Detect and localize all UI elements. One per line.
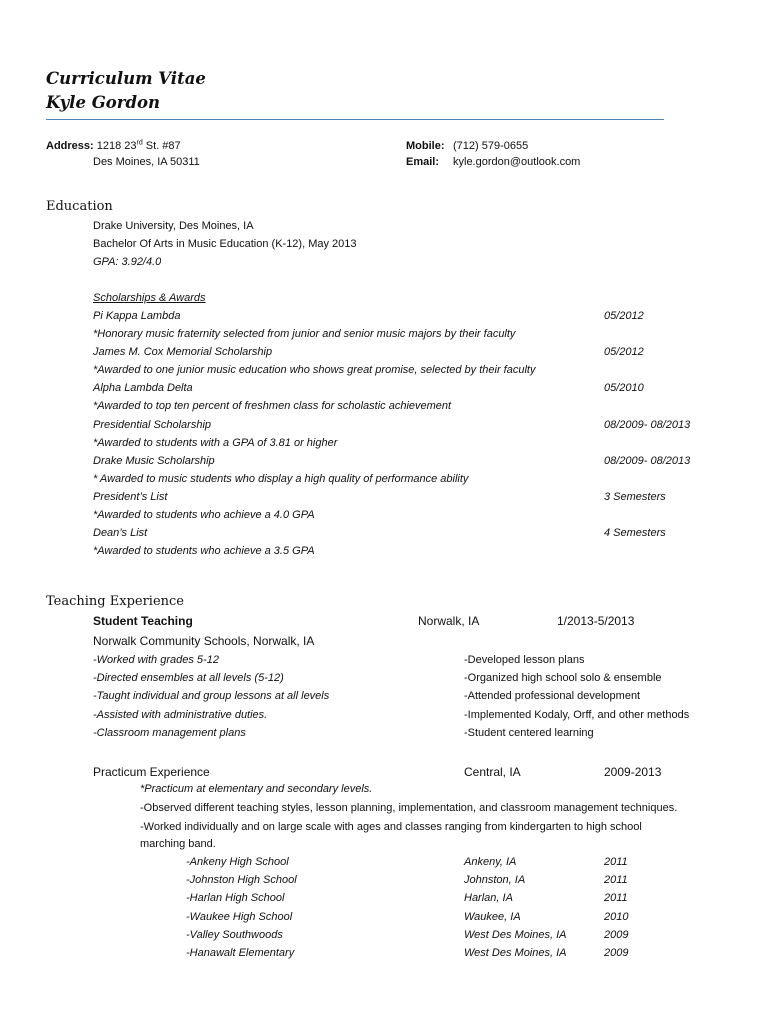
award-description: * Awarded to music students who display a high quality of performance ability bbox=[93, 472, 469, 485]
mobile-value: (712) 579-0655 bbox=[453, 140, 529, 152]
practicum-dates: 2009-2013 bbox=[604, 765, 662, 779]
award-description: *Awarded to students with a GPA of 3.81 or higher bbox=[93, 436, 338, 449]
school-year: 2011 bbox=[604, 874, 628, 887]
student-teaching-org: Norwalk Community Schools, Norwalk, IA bbox=[93, 634, 315, 648]
duty-item: -Developed lesson plans bbox=[464, 654, 585, 666]
school-name: -Harlan High School bbox=[186, 892, 285, 905]
school-city: Johnston, IA bbox=[464, 874, 526, 887]
student-teaching-title: Student Teaching bbox=[93, 614, 193, 628]
document-title: Curriculum Vitae bbox=[46, 69, 206, 88]
student-teaching-location: Norwalk, IA bbox=[418, 614, 480, 628]
practicum-note: *Practicum at elementary and secondary levels. bbox=[140, 783, 373, 795]
award-date: 08/2009- 08/2013 bbox=[604, 418, 691, 431]
duty-item: -Directed ensembles at all levels (5-12) bbox=[93, 672, 284, 685]
address-line-2: Des Moines, IA 50311 bbox=[93, 156, 200, 168]
address-label: Address: bbox=[46, 140, 94, 152]
award-date: 3 Semesters bbox=[604, 491, 666, 503]
mobile-label: Mobile: bbox=[406, 140, 445, 152]
duty-item: -Implemented Kodaly, Orff, and other methods bbox=[464, 708, 690, 721]
award-name: Drake Music Scholarship bbox=[93, 454, 215, 467]
award-date: 05/2012 bbox=[604, 310, 644, 322]
duty-item: -Student centered learning bbox=[464, 726, 594, 739]
school-year: 2009 bbox=[604, 928, 629, 941]
award-description: *Awarded to students who achieve a 3.5 GPA bbox=[93, 545, 315, 558]
address-street: 1218 23rd St. #87 bbox=[96, 139, 181, 152]
award-description: *Awarded to students who achieve a 4.0 GPA bbox=[93, 509, 315, 521]
school-name: -Valley Southwoods bbox=[186, 928, 283, 941]
school-name: -Ankeny High School bbox=[186, 856, 289, 868]
school-name: -Hanawalt Elementary bbox=[186, 947, 295, 959]
address-line-1 bbox=[46, 140, 181, 152]
school-year: 2011 bbox=[604, 856, 628, 868]
email-label: Email: bbox=[406, 156, 440, 168]
award-description: *Awarded to one junior music education who shows great promise, selected by their faculty bbox=[93, 364, 536, 377]
education-heading: Education bbox=[46, 199, 113, 214]
school-city: Ankeny, IA bbox=[464, 856, 517, 868]
practicum-line-2: -Worked individually and on large scale with ages and classes ranging from kindergarten to high school bbox=[140, 821, 642, 833]
duty-item: -Classroom management plans bbox=[93, 726, 246, 739]
awards-heading: Scholarships & Awards bbox=[93, 292, 206, 304]
award-date: 05/2010 bbox=[604, 382, 644, 395]
practicum-location: Central, IA bbox=[464, 765, 521, 779]
education-school: Drake University, Des Moines, IA bbox=[93, 220, 254, 232]
teaching-heading: Teaching Experience bbox=[46, 594, 184, 609]
duty-item: -Attended professional development bbox=[464, 690, 641, 703]
school-city: Harlan, IA bbox=[464, 892, 513, 905]
school-city: West Des Moines, IA bbox=[464, 947, 567, 959]
practicum-title: Practicum Experience bbox=[93, 765, 210, 779]
award-date: 4 Semesters bbox=[604, 527, 666, 540]
award-name: President’s List bbox=[93, 491, 168, 503]
duty-item: -Worked with grades 5-12 bbox=[93, 654, 219, 666]
award-name: Pi Kappa Lambda bbox=[93, 310, 181, 322]
award-name: Dean’s List bbox=[93, 527, 148, 540]
award-description: *Awarded to top ten percent of freshmen class for scholastic achievement bbox=[93, 400, 452, 413]
award-date: 08/2009- 08/2013 bbox=[604, 454, 691, 467]
candidate-name: Kyle Gordon bbox=[46, 93, 161, 112]
duty-item: -Taught individual and group lessons at all levels bbox=[93, 690, 330, 703]
practicum-line-1: -Observed different teaching styles, lesson planning, implementation, and classroom management techniques. bbox=[140, 802, 678, 814]
education-gpa: GPA: 3.92/4.0 bbox=[93, 256, 162, 268]
award-name: James M. Cox Memorial Scholarship bbox=[93, 346, 273, 359]
award-description: *Honorary music fraternity selected from junior and senior music majors by their faculty bbox=[93, 328, 516, 340]
school-city: Waukee, IA bbox=[464, 910, 521, 923]
email-value[interactable]: kyle.gordon@outlook.com bbox=[453, 156, 581, 168]
award-date: 05/2012 bbox=[604, 346, 644, 359]
school-name: -Johnston High School bbox=[186, 874, 297, 887]
duty-item: -Organized high school solo & ensemble bbox=[464, 672, 662, 685]
school-year: 2010 bbox=[604, 910, 629, 923]
school-city: West Des Moines, IA bbox=[464, 928, 567, 941]
school-year: 2011 bbox=[604, 892, 628, 905]
school-name: -Waukee High School bbox=[186, 910, 293, 923]
award-name: Presidential Scholarship bbox=[93, 418, 212, 431]
duty-item: -Assisted with administrative duties. bbox=[93, 708, 268, 721]
student-teaching-dates: 1/2013-5/2013 bbox=[557, 614, 635, 628]
school-year: 2009 bbox=[604, 947, 629, 959]
header-divider bbox=[46, 119, 664, 120]
practicum-line-3: marching band. bbox=[140, 838, 216, 850]
education-degree: Bachelor Of Arts in Music Education (K-12), May 2013 bbox=[93, 238, 357, 250]
award-name: Alpha Lambda Delta bbox=[93, 382, 193, 395]
